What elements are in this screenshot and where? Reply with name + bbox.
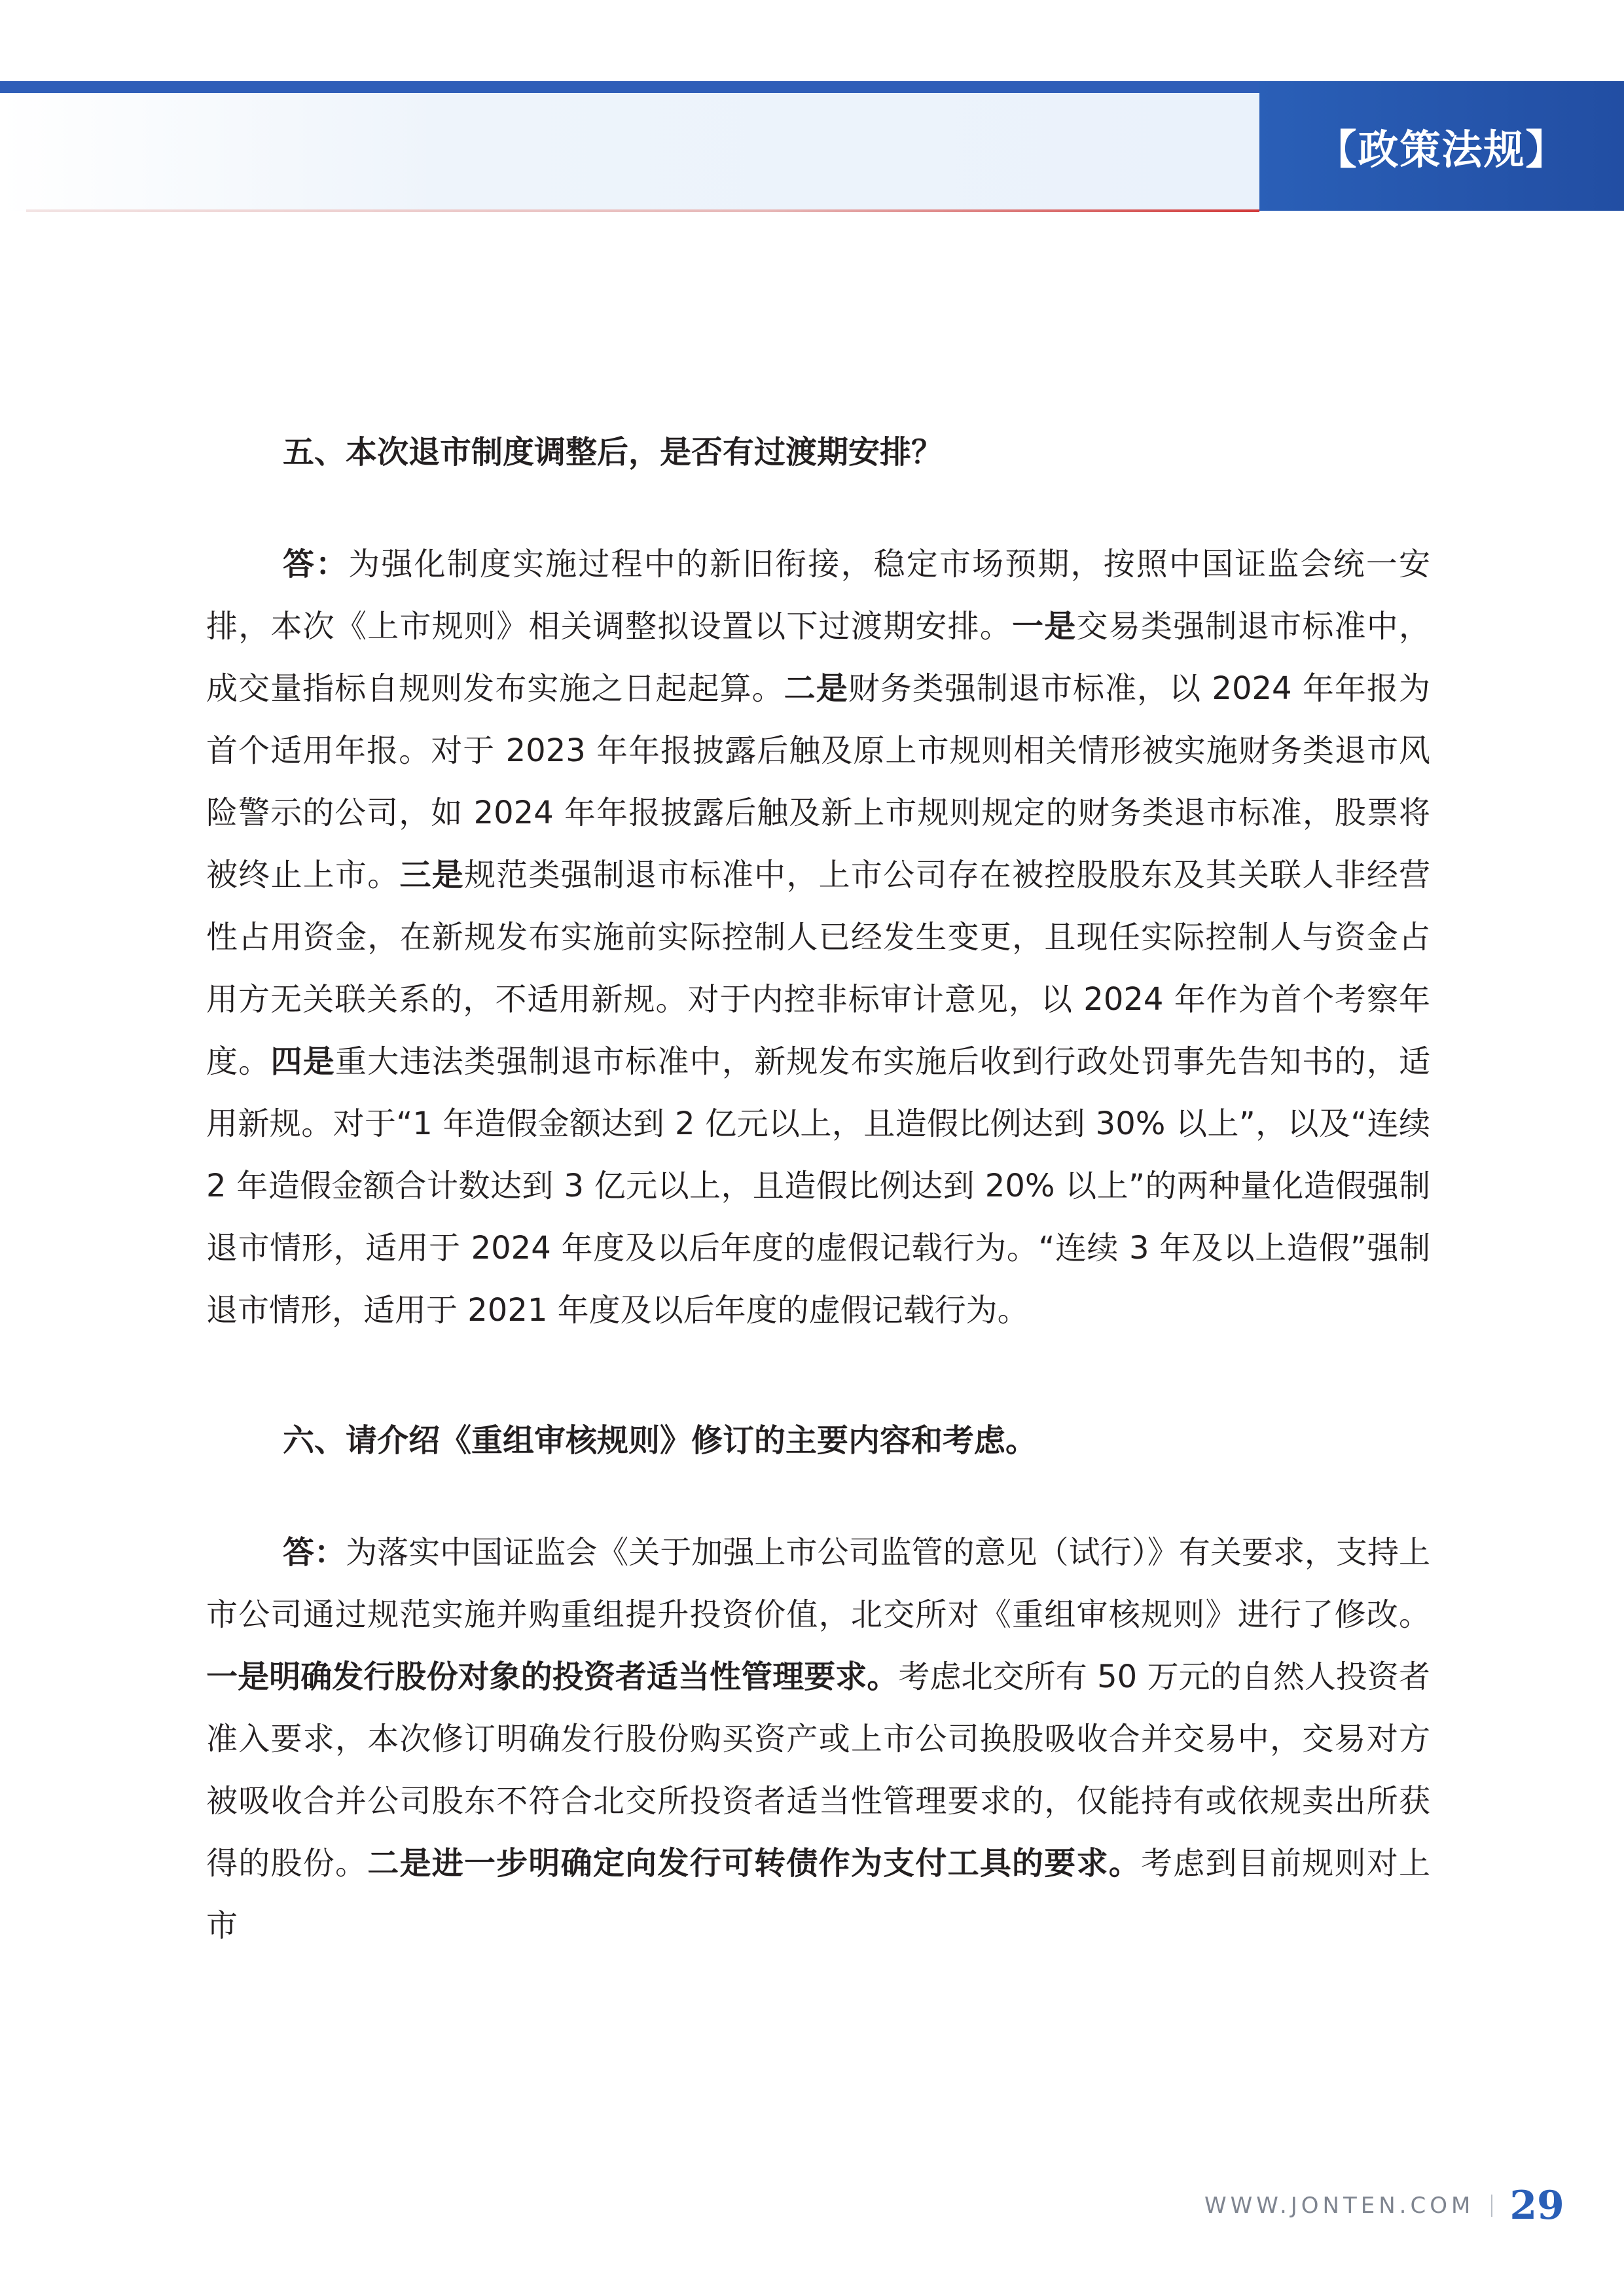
bold-text-run: 三是	[399, 857, 464, 893]
section-heading-6: 六、请介绍《重组审核规则》修订的主要内容和考虑。	[283, 1422, 1038, 1459]
page-number: 29	[1509, 2183, 1564, 2229]
bold-text-run: 一是	[1012, 608, 1077, 645]
text-run: 考虑到目前规则对上市	[206, 1845, 1430, 1944]
text-run: 为强化制度实施过程中的新旧衔接，稳定市场预期，按照中国证监会统一安排，本次《上市规则》相关调整拟设置以下过渡期安排。	[206, 546, 1430, 645]
bold-text-run: 答：	[283, 1534, 346, 1571]
header-band	[0, 93, 1259, 211]
answer-paragraph-5	[206, 533, 1430, 1342]
page-footer	[1204, 2183, 1564, 2229]
text-run: 考虑北交所有 50 万元的自然人投资者准入要求，本次修订明确发行股份购买资产或上市公司换股吸收合并交易中，交易对方被吸收合并公司股东不符合北交所投资者适当性管理要求的，仅能持有或依规卖出所获得的股份。	[206, 1659, 1430, 1882]
text-run: 规范类强制退市标准中，上市公司存在被控股股东及其关联人非经营性占用资金，在新规发布实施前实际控制人已经发生变更，且现任实际控制人与资金占用方无关联关系的，不适用新规。对于内控非标审计意见，以 2024 年作为首个考察年度。	[206, 857, 1430, 1080]
bold-text-run: 一是明确发行股份对象的投资者适当性管理要求。	[206, 1659, 899, 1695]
footer-divider	[1491, 2195, 1492, 2217]
bold-text-run: 二是进一步明确定向发行可转债作为支付工具的要求。	[367, 1845, 1142, 1882]
footer-website: WWW.JONTEN.COM	[1204, 2193, 1475, 2219]
text-run: 为落实中国证监会《关于加强上市公司监管的意见（试行）》有关要求，支持上市公司通过规范实施并购重组提升投资价值，北交所对《重组审核规则》进行了修改。	[206, 1534, 1430, 1633]
section-heading-5: 五、本次退市制度调整后，是否有过渡期安排？	[283, 434, 943, 471]
header-underline	[26, 209, 1259, 212]
header-top-rule	[0, 81, 1259, 93]
article-body	[206, 353, 1430, 1957]
section-tag: 【政策法规】	[1259, 81, 1624, 211]
bold-text-run: 答：	[283, 546, 349, 583]
bold-text-run: 二是	[784, 670, 848, 707]
text-run: 重大违法类强制退市标准中，新规发布实施后收到行政处罚事先告知书的，适用新规。对于“1 年造假金额达到 2 亿元以上，且造假比例达到 30% 以上”，以及“连续 2 年造假金额合计数达到 3 亿元以上，且造假比例达到 20% 以上”的两种量化造假强制退市情形，适用于 2024 年度及以后年度的虚假记载行为。“连续 3 年及以上造假”强制退市情形，适用于 2021 年度及以后年度的虚假记载行为。	[206, 1043, 1430, 1329]
text-run: 财务类强制退市标准，以 2024 年年报为首个适用年报。对于 2023 年年报披露后触及原上市规则相关情形被实施财务类退市风险警示的公司，如 2024 年年报披露后触及新上市规则规定的财务类退市标准，股票将被终止上市。	[206, 670, 1430, 893]
bold-text-run: 四是	[270, 1043, 335, 1080]
text-run: 交易类强制退市标准中，成交量指标自规则发布实施之日起起算。	[206, 608, 1430, 707]
answer-paragraph-6	[206, 1522, 1430, 1957]
